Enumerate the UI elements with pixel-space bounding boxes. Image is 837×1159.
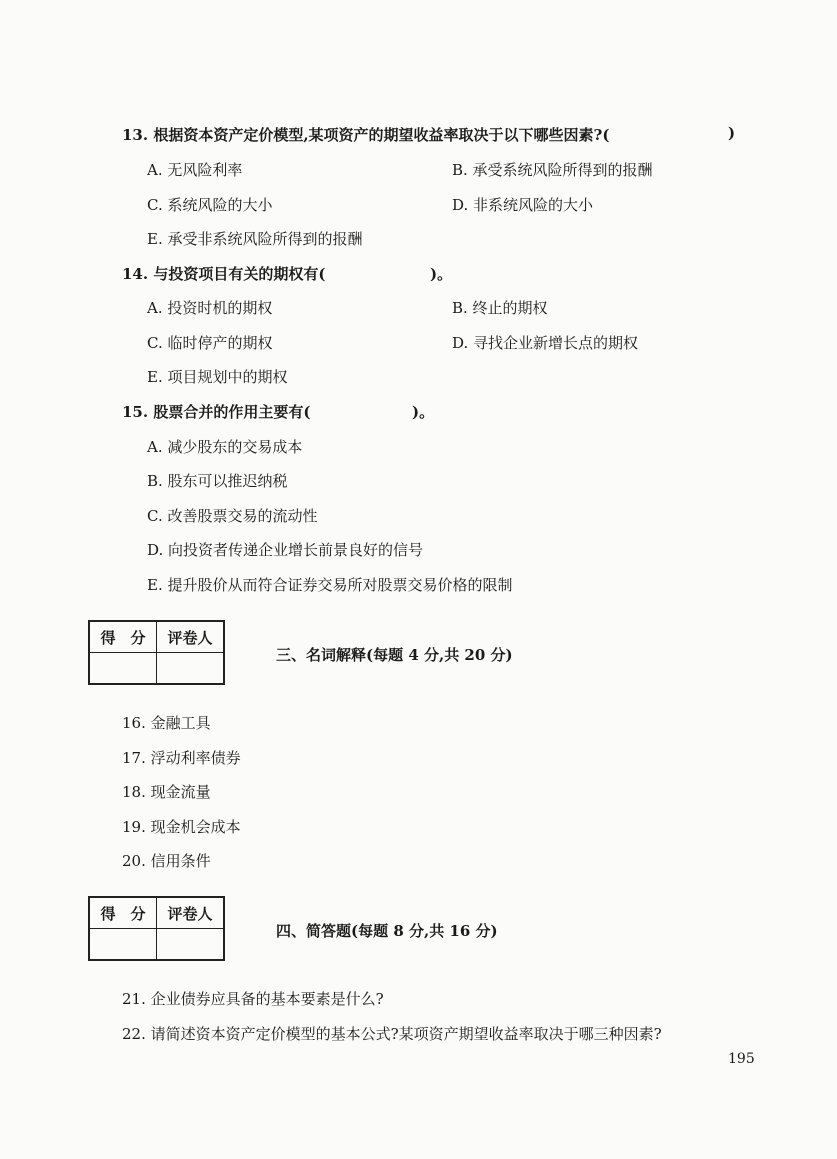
- score-cell: [89, 653, 157, 685]
- grader-cell: [157, 929, 225, 961]
- page-number: 195: [728, 1051, 755, 1067]
- score-cell: [89, 929, 157, 961]
- q13-option-a: A. 无风险利率: [147, 161, 243, 179]
- q14-option-d: D. 寻找企业新增长点的期权: [452, 334, 639, 352]
- grader-label: 评卷人: [157, 897, 225, 929]
- score-box-section-3: [88, 620, 225, 685]
- q13-option-e: E. 承受非系统风险所得到的报酬: [147, 230, 363, 248]
- q14-option-a: A. 投资时机的期权: [147, 299, 273, 317]
- term-item: 19. 现金机会成本: [122, 818, 241, 836]
- term-item: 18. 现金流量: [122, 783, 211, 801]
- q13-option-d: D. 非系统风险的大小: [452, 196, 594, 214]
- q14-option-c: C. 临时停产的期权: [147, 334, 273, 352]
- q13-option-c: C. 系统风险的大小: [147, 196, 273, 214]
- section-4-title: 四、简答题(每题 8 分,共 16 分): [276, 922, 498, 940]
- question-15-stem: 15. 股票合并的作用主要有(: [122, 403, 311, 421]
- term-item: 20. 信用条件: [122, 852, 211, 870]
- question-14-stem: 14. 与投资项目有关的期权有(: [122, 265, 326, 283]
- score-label: 得 分: [89, 621, 157, 653]
- question-14-close: )。: [430, 265, 453, 283]
- score-box-section-4: [88, 896, 225, 961]
- short-answer-item: 22. 请简述资本资产定价模型的基本公式?某项资产期望收益率取决于哪三种因素?: [122, 1025, 662, 1043]
- term-item: 16. 金融工具: [122, 714, 211, 732]
- q15-option-c: C. 改善股票交易的流动性: [147, 507, 318, 525]
- short-answer-item: 21. 企业债券应具备的基本要素是什么?: [122, 990, 384, 1008]
- question-15-close: )。: [412, 403, 435, 421]
- score-label: 得 分: [89, 897, 157, 929]
- question-13-stem: 13. 根据资本资产定价模型,某项资产的期望收益率取决于以下哪些因素?(: [122, 126, 610, 144]
- q15-option-e: E. 提升股价从而符合证券交易所对股票交易价格的限制: [147, 576, 513, 594]
- q14-option-b: B. 终止的期权: [452, 299, 548, 317]
- q15-option-a: A. 减少股东的交易成本: [147, 438, 303, 456]
- q14-option-e: E. 项目规划中的期权: [147, 368, 288, 386]
- term-item: 17. 浮动利率债券: [122, 749, 241, 767]
- q15-option-d: D. 向投资者传递企业增长前景良好的信号: [147, 541, 424, 559]
- q15-option-b: B. 股东可以推迟纳税: [147, 472, 288, 490]
- grader-label: 评卷人: [157, 621, 225, 653]
- grader-cell: [157, 653, 225, 685]
- question-13-close: ): [728, 124, 736, 142]
- section-3-title: 三、名词解释(每题 4 分,共 20 分): [276, 646, 513, 664]
- q13-option-b: B. 承受系统风险所得到的报酬: [452, 161, 653, 179]
